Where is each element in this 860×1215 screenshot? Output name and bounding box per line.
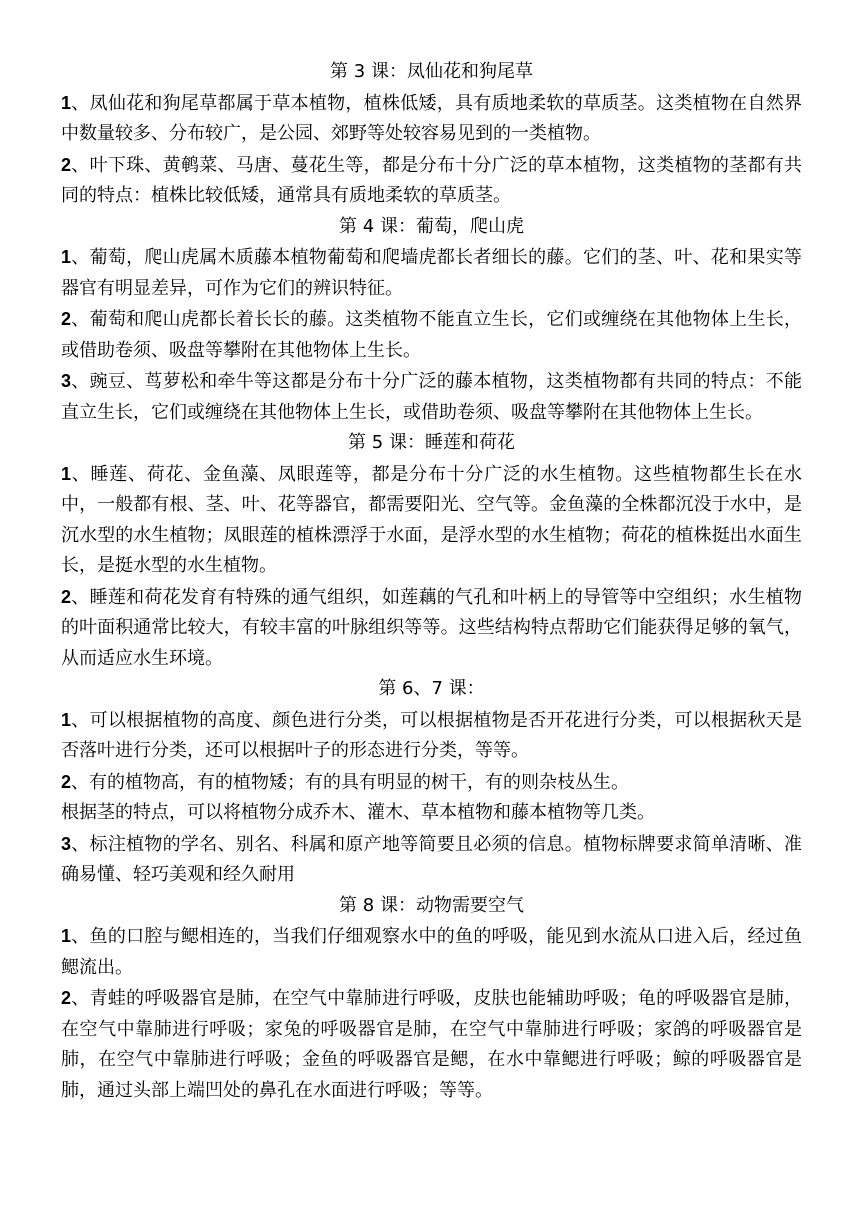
paragraph-text: 、可以根据植物的高度、颜色进行分类，可以根据植物是否开花进行分类，可以根据秋天是否落叶进行分类，还可以根据叶子的形态进行分类，等等。 bbox=[61, 709, 802, 761]
paragraph-text: 、有的植物高，有的植物矮；有的具有明显的树干，有的则杂枝丛生。 bbox=[71, 771, 630, 793]
paragraph bbox=[61, 366, 802, 428]
paragraph bbox=[61, 767, 802, 799]
paragraph bbox=[61, 150, 802, 212]
paragraph-number: 1 bbox=[61, 709, 72, 730]
lesson-title: 第 3 课：凤仙花和狗尾草 bbox=[330, 61, 533, 82]
paragraph-text: 、葡萄，爬山虎属木质藤本植物葡萄和爬墙虎都长者细长的藤。它们的茎、叶、花和果实等器官有明显差异，可作为它们的辨识特征。 bbox=[61, 247, 802, 299]
paragraph-text: 、葡萄和爬山虎都长着长长的藤。这类植物不能直立生长，它们或缠绕在其他物体上生长，或借助卷须、吸盘等攀附在其他物体上生长。 bbox=[61, 309, 802, 361]
paragraph-text: 、鱼的口腔与鳃相连的，当我们仔细观察水中的鱼的呼吸，能见到水流从口进入后，经过鱼鳃流出。 bbox=[61, 926, 802, 978]
paragraph-text: 、睡莲和荷花发育有特殊的通气组织，如莲藕的气孔和叶柄上的导管等中空组织；水生植物的叶面积通常比较大，有较丰富的叶脉组织等等。这些结构特点帮助它们能获得足够的氧气，从而适应水生环境。 bbox=[61, 586, 802, 669]
lesson-5 bbox=[61, 428, 802, 674]
lesson-8 bbox=[61, 891, 802, 1107]
paragraph-text: 根据茎的特点，可以将植物分成乔木、灌木、草本植物和藤本植物等几类。 bbox=[61, 802, 655, 823]
lesson-6-7 bbox=[61, 674, 802, 891]
lesson-title: 第 6、7 课： bbox=[378, 678, 485, 699]
paragraph-number: 1 bbox=[61, 463, 72, 484]
paragraph bbox=[61, 705, 802, 767]
paragraph-number: 1 bbox=[61, 247, 72, 267]
paragraph-text: 、凤仙花和狗尾草都属于草本植物，植株低矮，具有质地柔软的草质茎。这类植物在自然界中数量较多、分布较广，是公园、郊野等处较容易见到的一类植物。 bbox=[61, 92, 802, 144]
lesson-title: 第 8 课：动物需要空气 bbox=[339, 894, 524, 916]
paragraph-text: 、青蛙的呼吸器官是肺，在空气中靠肺进行呼吸，皮肤也能辅助呼吸；龟的呼吸器官是肺，在空气中靠肺进行呼吸；家兔的呼吸器官是肺，在空气中靠肺进行呼吸；家鸽的呼吸器官是肺，在空气中靠肺进行呼吸；金鱼的呼吸器官是鳃，在水中靠鳃进行呼吸；鲸的呼吸器官是肺，通过头部上端凹处的鼻孔在水面进行呼吸；等等。 bbox=[61, 988, 802, 1101]
paragraph-number: 2 bbox=[61, 309, 72, 329]
paragraph-text: 、标注植物的学名、别名、科属和原产地等简要且必须的信息。植物标牌要求简单清晰、准确易懂、轻巧美观和经久耐用 bbox=[61, 833, 802, 885]
lesson-3 bbox=[61, 57, 802, 212]
paragraph bbox=[61, 921, 802, 983]
paragraph bbox=[61, 829, 802, 891]
paragraph-text: 、叶下珠、黄鹌菜、马唐、蔓花生等，都是分布十分广泛的草本植物，这类植物的茎都有共同的特点：植株比较低矮，通常具有质地柔软的草质茎。 bbox=[61, 154, 802, 206]
lesson-title: 第 4 课：葡萄，爬山虎 bbox=[339, 215, 524, 237]
paragraph bbox=[61, 242, 802, 304]
paragraph-number: 1 bbox=[61, 926, 72, 946]
paragraph-number: 2 bbox=[61, 771, 72, 792]
paragraph bbox=[61, 304, 802, 366]
lesson-4 bbox=[61, 212, 802, 429]
paragraph bbox=[61, 798, 802, 829]
paragraph-number: 3 bbox=[61, 371, 72, 391]
paragraph-text: 、睡莲、荷花、金鱼藻、凤眼莲等，都是分布十分广泛的水生植物。这些植物都生长在水中，一般都有根、茎、叶、花等器官，都需要阳光、空气等。金鱼藻的全株都沉没于水中，是沉水型的水生植物；凤眼莲的植株漂浮于水面，是浮水型的水生植物；荷花的植株挺出水面生长，是挺水型的水生植物。 bbox=[61, 463, 802, 576]
paragraph bbox=[61, 983, 802, 1106]
paragraph-number: 2 bbox=[61, 988, 72, 1008]
paragraph-number: 2 bbox=[61, 586, 72, 607]
lesson-title: 第 5 课：睡莲和荷花 bbox=[348, 432, 515, 453]
paragraph-number: 2 bbox=[61, 154, 72, 175]
paragraph-text: 、豌豆、茑萝松和牵牛等这都是分布十分广泛的藤本植物，这类植物都有共同的特点：不能直立生长，它们或缠绕在其他物体上生长，或借助卷须、吸盘等攀附在其他物体上生长。 bbox=[61, 371, 802, 423]
paragraph bbox=[61, 582, 802, 675]
paragraph-number: 1 bbox=[61, 92, 72, 113]
paragraph bbox=[61, 459, 802, 582]
paragraph bbox=[61, 88, 802, 150]
paragraph-number: 3 bbox=[61, 833, 72, 854]
